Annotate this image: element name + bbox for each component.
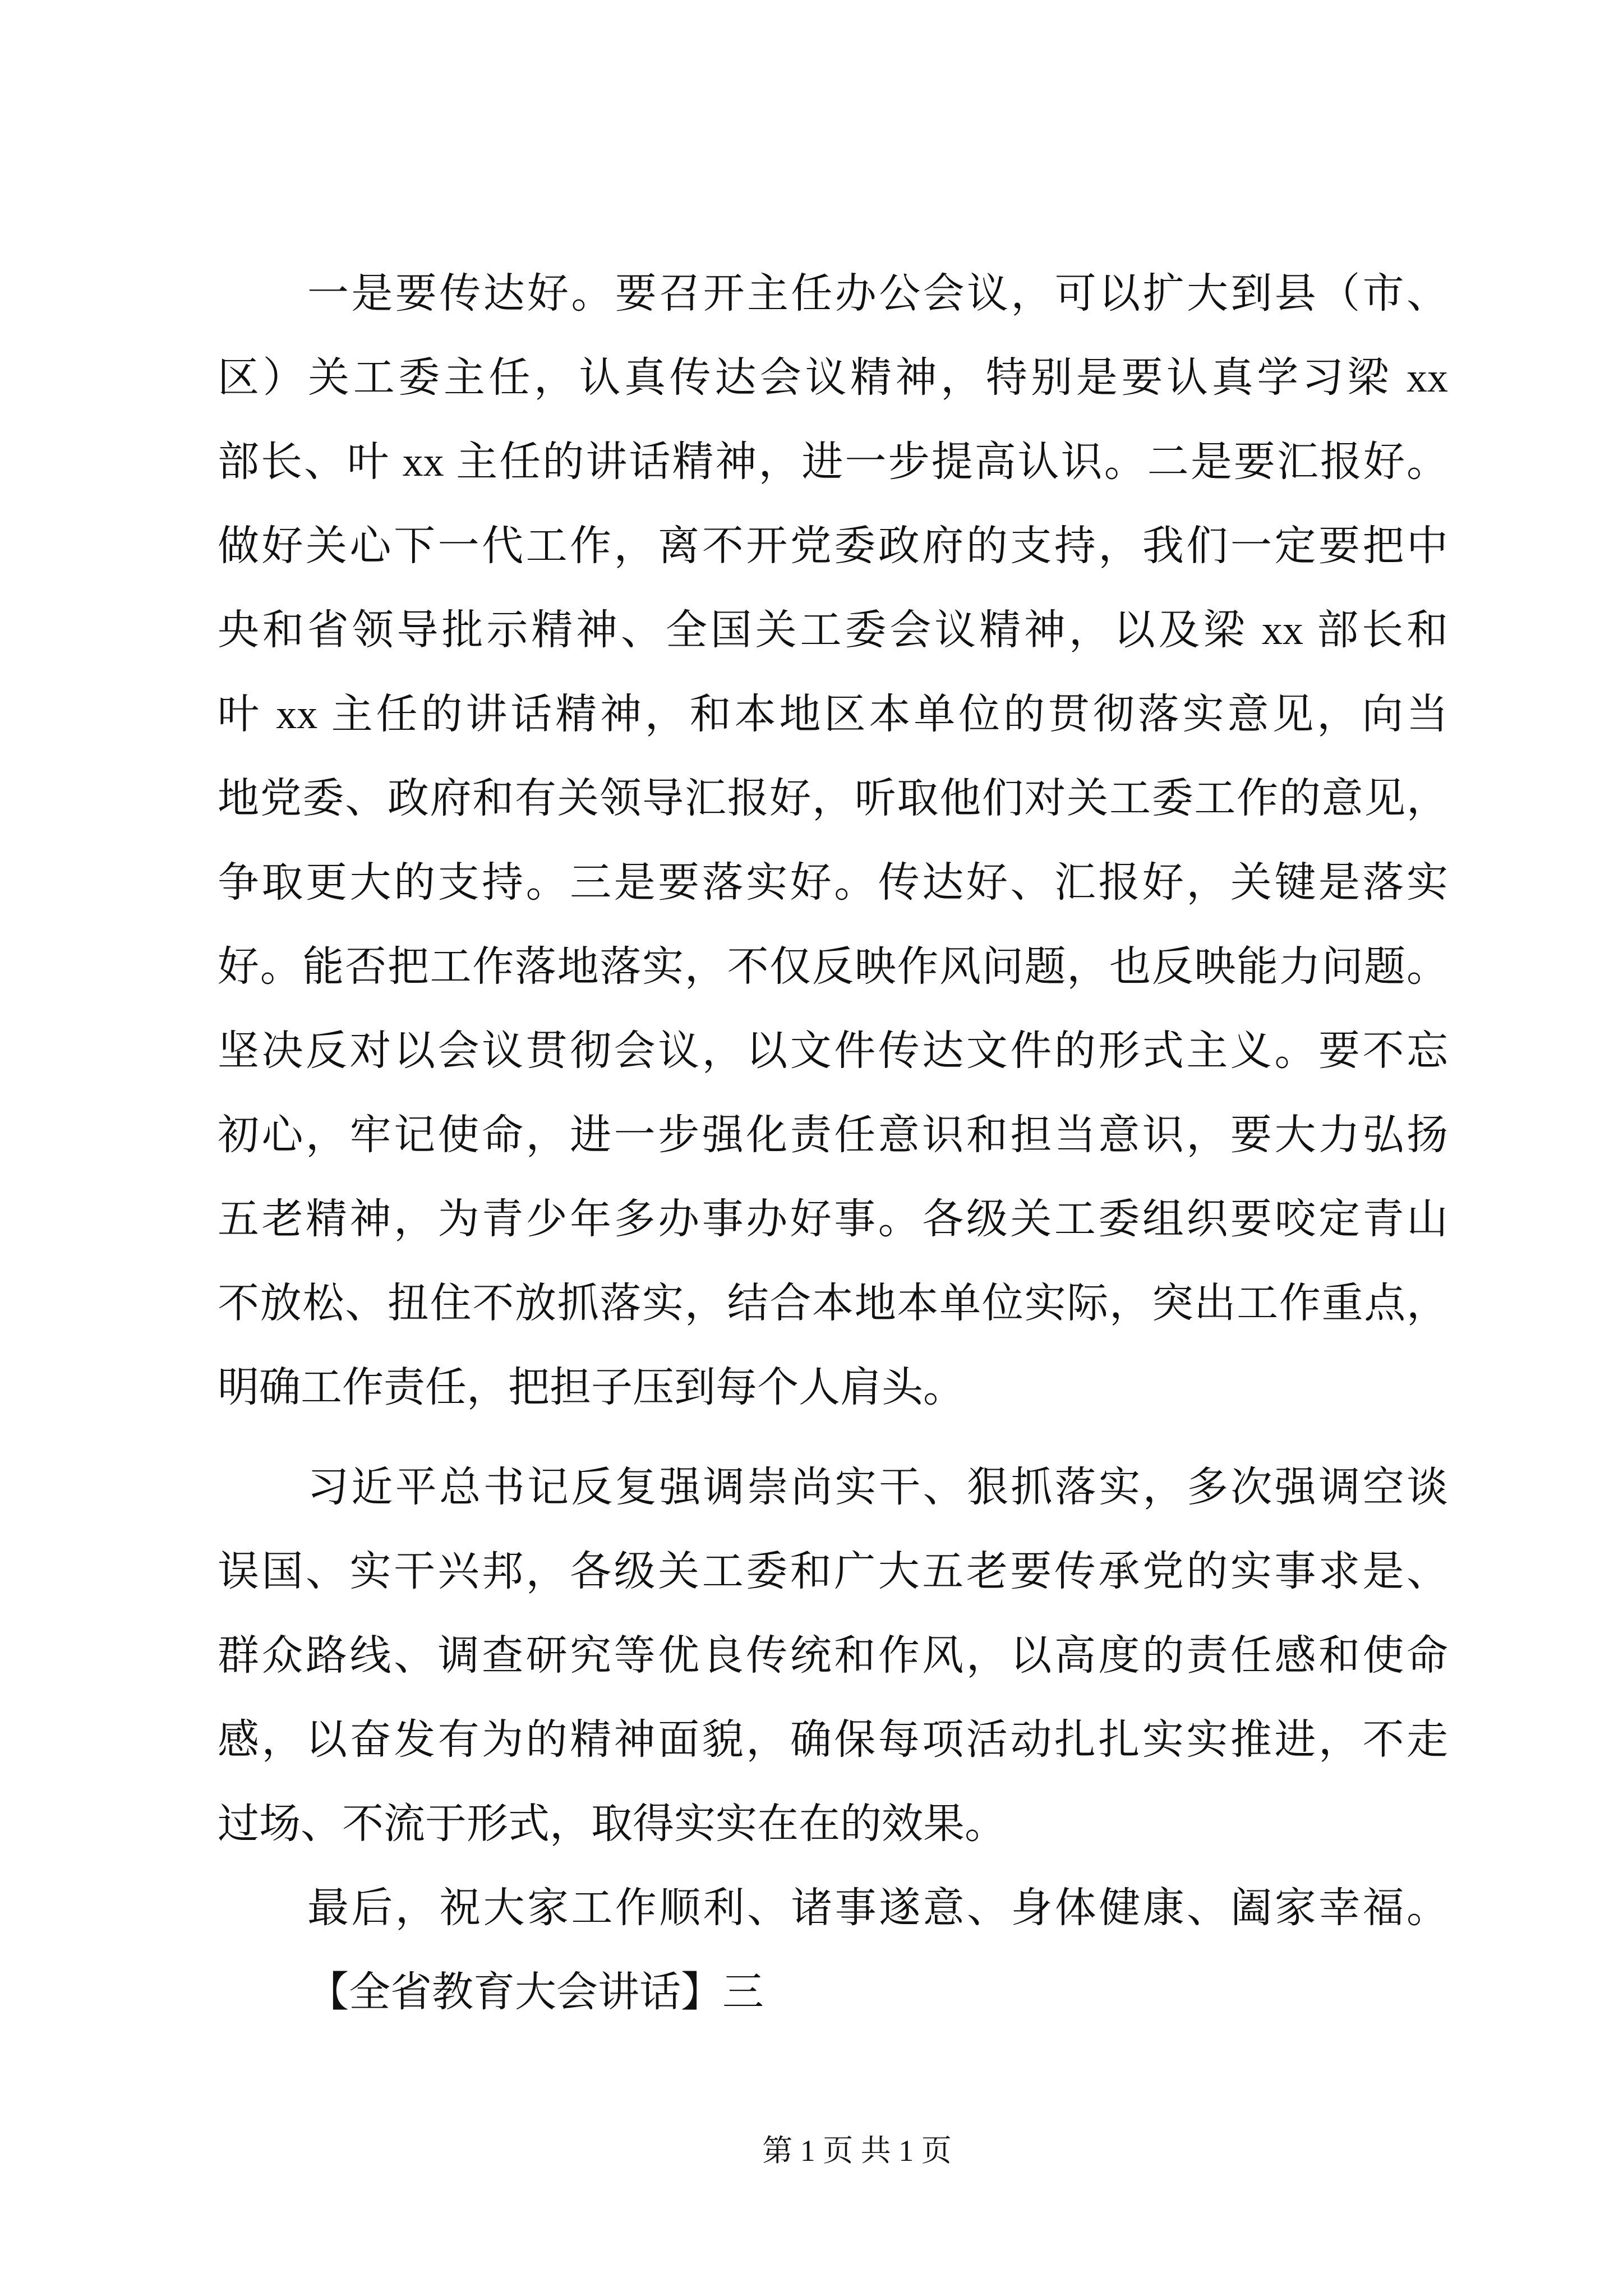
paragraph-line: 最后，祝大家工作顺利、诸事遂意、身体健康、阖家幸福。 — [307, 1885, 1448, 1931]
closing-paragraph — [218, 1866, 1448, 1950]
paragraph-line: 一是要传达好。要召开主任办公会议，可以扩大到县（市、 — [307, 271, 1448, 317]
paragraph-line: 过场、不流于形式，取得实实在在的效果。 — [218, 1801, 1006, 1847]
paragraph-line: 叶 xx 主任的讲话精神，和本地区本单位的贯彻落实意见，向当 — [218, 692, 1448, 738]
section-heading — [218, 1950, 1448, 2035]
paragraph-line: 感，以奋发有为的精神面貌，确保每项活动扎扎实实推进，不走 — [218, 1717, 1448, 1763]
paragraph-line: 地党委、政府和有关领导汇报好，听取他们对关工委工作的意见， — [218, 776, 1448, 822]
paragraph-line: 明确工作责任，把担子压到每个人肩头。 — [218, 1365, 965, 1411]
paragraph-line: 习近平总书记反复强调崇尚实干、狠抓落实，多次强调空谈 — [307, 1465, 1448, 1511]
document-body — [218, 252, 1448, 2035]
paragraph-line: 初心，牢记使命，进一步强化责任意识和担当意识，要大力弘扬 — [218, 1112, 1448, 1158]
body-paragraph — [218, 1446, 1448, 1866]
paragraph-line: 做好关心下一代工作，离不开党委政府的支持，我们一定要把中 — [218, 523, 1448, 569]
body-paragraph — [218, 252, 1448, 1430]
paragraph-line: 不放松、扭住不放抓落实，结合本地本单位实际，突出工作重点， — [218, 1281, 1448, 1327]
section-heading-text: 【全省教育大会讲话】三 — [307, 1970, 764, 2016]
paragraph-line: 五老精神，为青少年多办事办好事。各级关工委组织要咬定青山 — [218, 1197, 1448, 1243]
paragraph-line: 央和省领导批示精神、全国关工委会议精神，以及梁 xx 部长和 — [218, 608, 1448, 654]
page-footer: 第 1 页 共 1 页 — [762, 2134, 952, 2168]
paragraph-line: 群众路线、调查研究等优良传统和作风，以高度的责任感和使命 — [218, 1633, 1448, 1679]
paragraph-line: 坚决反对以会议贯彻会议，以文件传达文件的形式主义。要不忘 — [218, 1028, 1448, 1074]
paragraph-line: 部长、叶 xx 主任的讲话精神，进一步提高认识。二是要汇报好。 — [218, 439, 1448, 485]
paragraph-line: 好。能否把工作落地落实，不仅反映作风问题，也反映能力问题。 — [218, 944, 1448, 990]
paragraph-line: 区）关工委主任，认真传达会议精神，特别是要认真学习梁 xx — [218, 355, 1448, 401]
paragraph-line: 争取更大的支持。三是要落实好。传达好、汇报好，关键是落实 — [218, 860, 1448, 906]
paragraph-line: 误国、实干兴邦，各级关工委和广大五老要传承党的实事求是、 — [218, 1549, 1448, 1595]
